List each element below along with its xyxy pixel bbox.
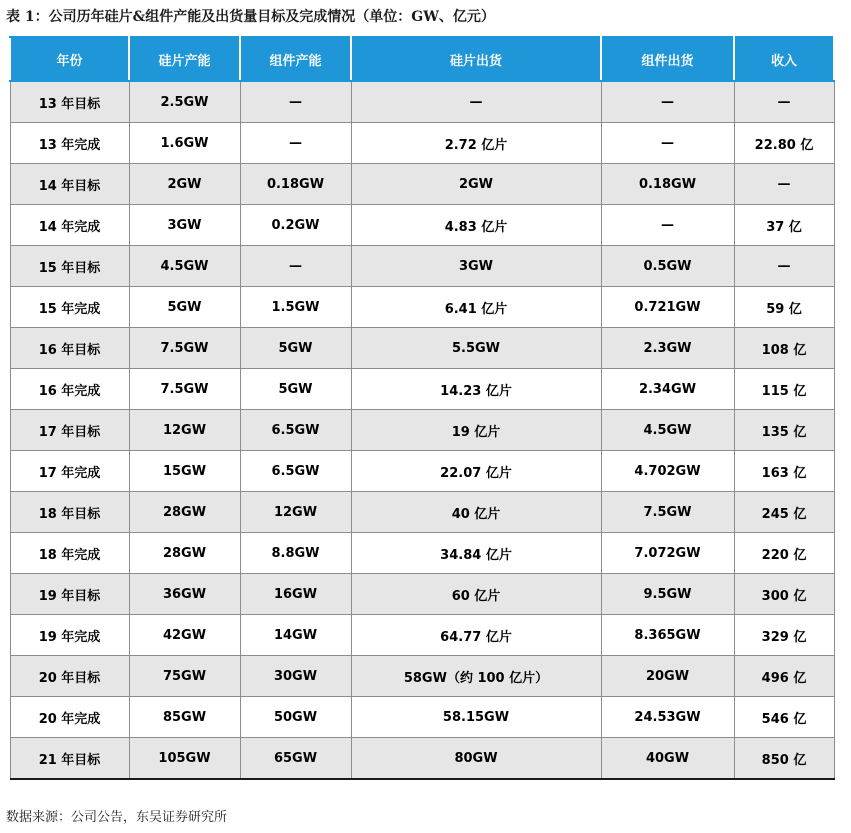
cell-revenue: 163 亿 bbox=[734, 451, 834, 492]
header-wafer-capacity: 硅片产能 bbox=[129, 37, 240, 81]
header-module-shipment: 组件出货 bbox=[601, 37, 734, 81]
cell-year: 20 年完成 bbox=[10, 697, 129, 738]
cell-module-shipment: 20GW bbox=[601, 656, 734, 697]
cell-year: 19 年完成 bbox=[10, 615, 129, 656]
cell-module-shipment: 2.3GW bbox=[601, 328, 734, 369]
cell-year: 18 年完成 bbox=[10, 533, 129, 574]
cell-wafer-capacity: 36GW bbox=[129, 574, 240, 615]
table-row bbox=[10, 738, 834, 780]
cell-module-capacity: 1.5GW bbox=[240, 287, 351, 328]
table-row bbox=[10, 205, 834, 246]
capacity-shipment-table bbox=[9, 36, 835, 780]
table-row bbox=[10, 287, 834, 328]
cell-wafer-capacity: 28GW bbox=[129, 492, 240, 533]
cell-wafer-shipment: 2.72 亿片 bbox=[351, 123, 601, 164]
cell-revenue: 108 亿 bbox=[734, 328, 834, 369]
cell-wafer-shipment: 19 亿片 bbox=[351, 410, 601, 451]
cell-module-shipment: 4.5GW bbox=[601, 410, 734, 451]
cell-module-capacity: 8.8GW bbox=[240, 533, 351, 574]
cell-module-capacity: 16GW bbox=[240, 574, 351, 615]
table-row bbox=[10, 246, 834, 287]
cell-wafer-capacity: 28GW bbox=[129, 533, 240, 574]
cell-wafer-shipment: 5.5GW bbox=[351, 328, 601, 369]
header-wafer-shipment: 硅片出货 bbox=[351, 37, 601, 81]
table-row bbox=[10, 328, 834, 369]
cell-module-shipment: — bbox=[601, 205, 734, 246]
cell-wafer-shipment: 80GW bbox=[351, 738, 601, 780]
table-row bbox=[10, 492, 834, 533]
cell-revenue: 220 亿 bbox=[734, 533, 834, 574]
cell-module-shipment: 7.5GW bbox=[601, 492, 734, 533]
cell-revenue: 546 亿 bbox=[734, 697, 834, 738]
cell-module-capacity: — bbox=[240, 81, 351, 123]
cell-module-capacity: 12GW bbox=[240, 492, 351, 533]
cell-wafer-capacity: 15GW bbox=[129, 451, 240, 492]
table-row bbox=[10, 123, 834, 164]
cell-wafer-shipment: 64.77 亿片 bbox=[351, 615, 601, 656]
cell-module-capacity: 5GW bbox=[240, 328, 351, 369]
table-row bbox=[10, 615, 834, 656]
header-year: 年份 bbox=[10, 37, 129, 81]
cell-module-capacity: 14GW bbox=[240, 615, 351, 656]
cell-wafer-capacity: 7.5GW bbox=[129, 369, 240, 410]
table-row bbox=[10, 164, 834, 205]
cell-module-shipment: — bbox=[601, 81, 734, 123]
cell-wafer-shipment: 2GW bbox=[351, 164, 601, 205]
cell-module-shipment: 24.53GW bbox=[601, 697, 734, 738]
cell-revenue: 245 亿 bbox=[734, 492, 834, 533]
cell-year: 20 年目标 bbox=[10, 656, 129, 697]
table-header-row bbox=[10, 37, 834, 81]
cell-module-shipment: 9.5GW bbox=[601, 574, 734, 615]
cell-module-capacity: 65GW bbox=[240, 738, 351, 780]
cell-module-shipment: 7.072GW bbox=[601, 533, 734, 574]
cell-wafer-capacity: 105GW bbox=[129, 738, 240, 780]
cell-year: 17 年目标 bbox=[10, 410, 129, 451]
cell-module-capacity: — bbox=[240, 246, 351, 287]
header-revenue: 收入 bbox=[734, 37, 834, 81]
cell-revenue: — bbox=[734, 246, 834, 287]
cell-module-shipment: — bbox=[601, 123, 734, 164]
cell-wafer-shipment: 58.15GW bbox=[351, 697, 601, 738]
cell-wafer-capacity: 5GW bbox=[129, 287, 240, 328]
cell-module-shipment: 2.34GW bbox=[601, 369, 734, 410]
cell-year: 15 年目标 bbox=[10, 246, 129, 287]
cell-wafer-capacity: 2.5GW bbox=[129, 81, 240, 123]
cell-wafer-shipment: 4.83 亿片 bbox=[351, 205, 601, 246]
table-row bbox=[10, 697, 834, 738]
cell-year: 17 年完成 bbox=[10, 451, 129, 492]
cell-year: 16 年完成 bbox=[10, 369, 129, 410]
cell-year: 15 年完成 bbox=[10, 287, 129, 328]
cell-module-capacity: 50GW bbox=[240, 697, 351, 738]
cell-wafer-shipment: 3GW bbox=[351, 246, 601, 287]
cell-module-capacity: 6.5GW bbox=[240, 451, 351, 492]
cell-module-shipment: 4.702GW bbox=[601, 451, 734, 492]
cell-revenue: 22.80 亿 bbox=[734, 123, 834, 164]
data-source-note: 数据来源：公司公告，东吴证券研究所 bbox=[6, 810, 228, 825]
cell-year: 14 年完成 bbox=[10, 205, 129, 246]
cell-module-shipment: 0.721GW bbox=[601, 287, 734, 328]
cell-wafer-capacity: 2GW bbox=[129, 164, 240, 205]
table-row bbox=[10, 574, 834, 615]
cell-wafer-shipment: — bbox=[351, 81, 601, 123]
cell-year: 13 年目标 bbox=[10, 81, 129, 123]
header-module-capacity: 组件产能 bbox=[240, 37, 351, 81]
cell-wafer-capacity: 7.5GW bbox=[129, 328, 240, 369]
table-row bbox=[10, 451, 834, 492]
table-row bbox=[10, 81, 834, 123]
cell-year: 14 年目标 bbox=[10, 164, 129, 205]
cell-module-capacity: 6.5GW bbox=[240, 410, 351, 451]
cell-module-capacity: 5GW bbox=[240, 369, 351, 410]
cell-year: 13 年完成 bbox=[10, 123, 129, 164]
cell-wafer-capacity: 12GW bbox=[129, 410, 240, 451]
cell-year: 16 年目标 bbox=[10, 328, 129, 369]
table-row bbox=[10, 533, 834, 574]
cell-module-capacity: 30GW bbox=[240, 656, 351, 697]
cell-wafer-capacity: 1.6GW bbox=[129, 123, 240, 164]
cell-wafer-capacity: 75GW bbox=[129, 656, 240, 697]
table-row bbox=[10, 410, 834, 451]
cell-revenue: — bbox=[734, 164, 834, 205]
cell-year: 21 年目标 bbox=[10, 738, 129, 780]
cell-year: 18 年目标 bbox=[10, 492, 129, 533]
cell-wafer-shipment: 58GW（约 100 亿片） bbox=[351, 656, 601, 697]
cell-wafer-shipment: 14.23 亿片 bbox=[351, 369, 601, 410]
table-row bbox=[10, 369, 834, 410]
cell-year: 19 年目标 bbox=[10, 574, 129, 615]
cell-wafer-shipment: 6.41 亿片 bbox=[351, 287, 601, 328]
cell-module-capacity: 0.2GW bbox=[240, 205, 351, 246]
cell-revenue: 135 亿 bbox=[734, 410, 834, 451]
cell-revenue: 496 亿 bbox=[734, 656, 834, 697]
cell-module-shipment: 0.18GW bbox=[601, 164, 734, 205]
cell-revenue: 37 亿 bbox=[734, 205, 834, 246]
cell-wafer-shipment: 60 亿片 bbox=[351, 574, 601, 615]
cell-module-capacity: — bbox=[240, 123, 351, 164]
cell-module-shipment: 8.365GW bbox=[601, 615, 734, 656]
table-body bbox=[10, 81, 834, 779]
cell-revenue: 115 亿 bbox=[734, 369, 834, 410]
cell-wafer-shipment: 40 亿片 bbox=[351, 492, 601, 533]
cell-module-capacity: 0.18GW bbox=[240, 164, 351, 205]
cell-revenue: 59 亿 bbox=[734, 287, 834, 328]
cell-wafer-capacity: 3GW bbox=[129, 205, 240, 246]
cell-revenue: 329 亿 bbox=[734, 615, 834, 656]
cell-wafer-capacity: 4.5GW bbox=[129, 246, 240, 287]
table-row bbox=[10, 656, 834, 697]
cell-module-shipment: 40GW bbox=[601, 738, 734, 780]
cell-wafer-capacity: 42GW bbox=[129, 615, 240, 656]
cell-revenue: 300 亿 bbox=[734, 574, 834, 615]
cell-wafer-shipment: 34.84 亿片 bbox=[351, 533, 601, 574]
cell-revenue: 850 亿 bbox=[734, 738, 834, 780]
cell-module-shipment: 0.5GW bbox=[601, 246, 734, 287]
table-caption: 表 1：公司历年硅片&组件产能及出货量目标及完成情况（单位：GW、亿元） bbox=[6, 9, 495, 25]
cell-revenue: — bbox=[734, 81, 834, 123]
cell-wafer-capacity: 85GW bbox=[129, 697, 240, 738]
cell-wafer-shipment: 22.07 亿片 bbox=[351, 451, 601, 492]
